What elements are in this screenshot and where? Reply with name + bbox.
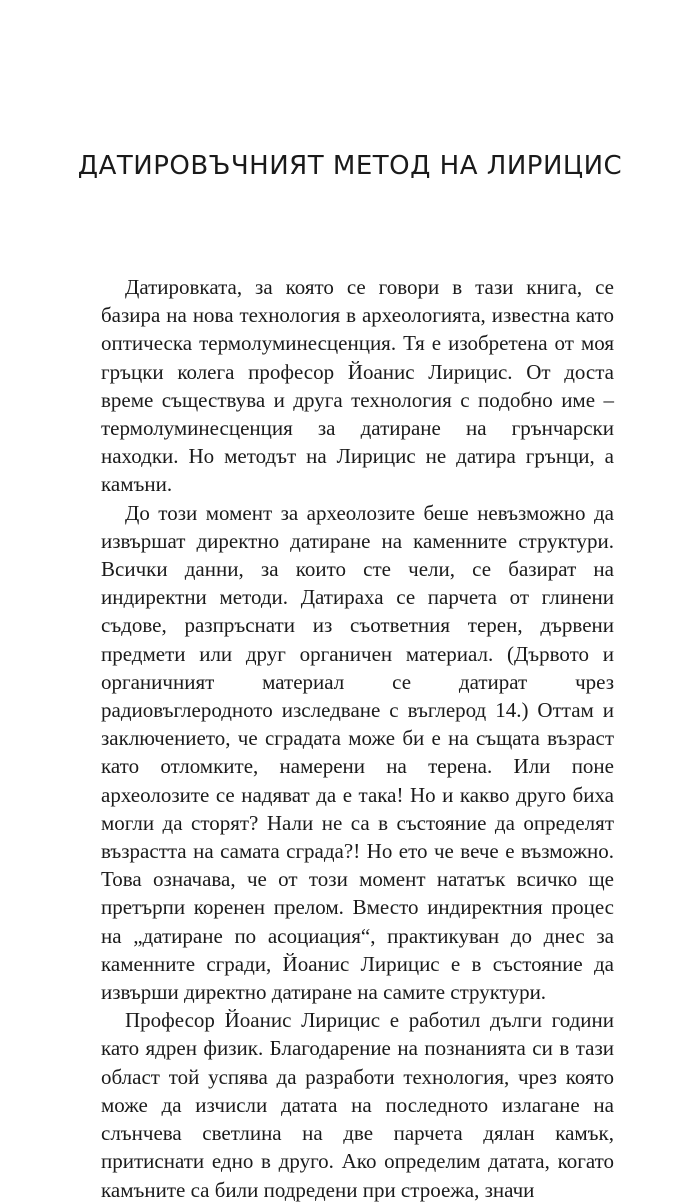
chapter-title: ДАТИРОВЪЧНИЯТ МЕТОД НА ЛИРИЦИС (77, 151, 623, 181)
chapter-body (101, 273, 614, 1204)
paragraph: Професор Йоанис Лирицис е работил дълги години като ядрен физик. Благодарение на познанията си в тази област той успява да разработи технология, чрез която може да изчисли датата на последното излагане на слънчева светлина на две парчета дялан камък, притиснати едно в друго. Ако определим датата, когато камъните са били подредени при строежа, значи (101, 1008, 614, 1202)
paragraph: До този момент за археолозите беше невъзможно да извършат директно датиране на каменните структури. Всички данни, за които сте чели, се базират на индиректни методи. Датираха се парчета от глинени съдове, разпръснати из съответния терен, дървени предмети или друг органичен материал. (Дървото и органичният материал се датират чрез радиовъглеродното изследване с въглерод 14.) Оттам и заключението, че сградата може би е на същата възраст като отломките, намерени на терена. Или поне археолозите се надяват да е така! Но и какво друго биха могли да сторят? Нали не са в състояние да определят възрастта на самата сграда?! Но ето че вече е възможно. Това означава, че от този момент нататък всичко ще претърпи коренен прелом. Вместо индиректния процес на „датиране по асоциация“, практикуван до днес за каменните сгради, Йоанис Лирицис е в състояние да извърши директно датиране на самите структури. (101, 500, 614, 1005)
paragraph: Датировката, за която се говори в тази книга, се базира на нова технология в археологията, известна като оптическа термолуминесценция. Тя е изобретена от моя гръцки колега професор Йоанис Лирицис. От доста време съществува и друга технология с подобно име – термолуминесценция за датиране на грънчарски находки. Но методът на Лирицис не датира грънци, а камъни. (101, 275, 614, 497)
